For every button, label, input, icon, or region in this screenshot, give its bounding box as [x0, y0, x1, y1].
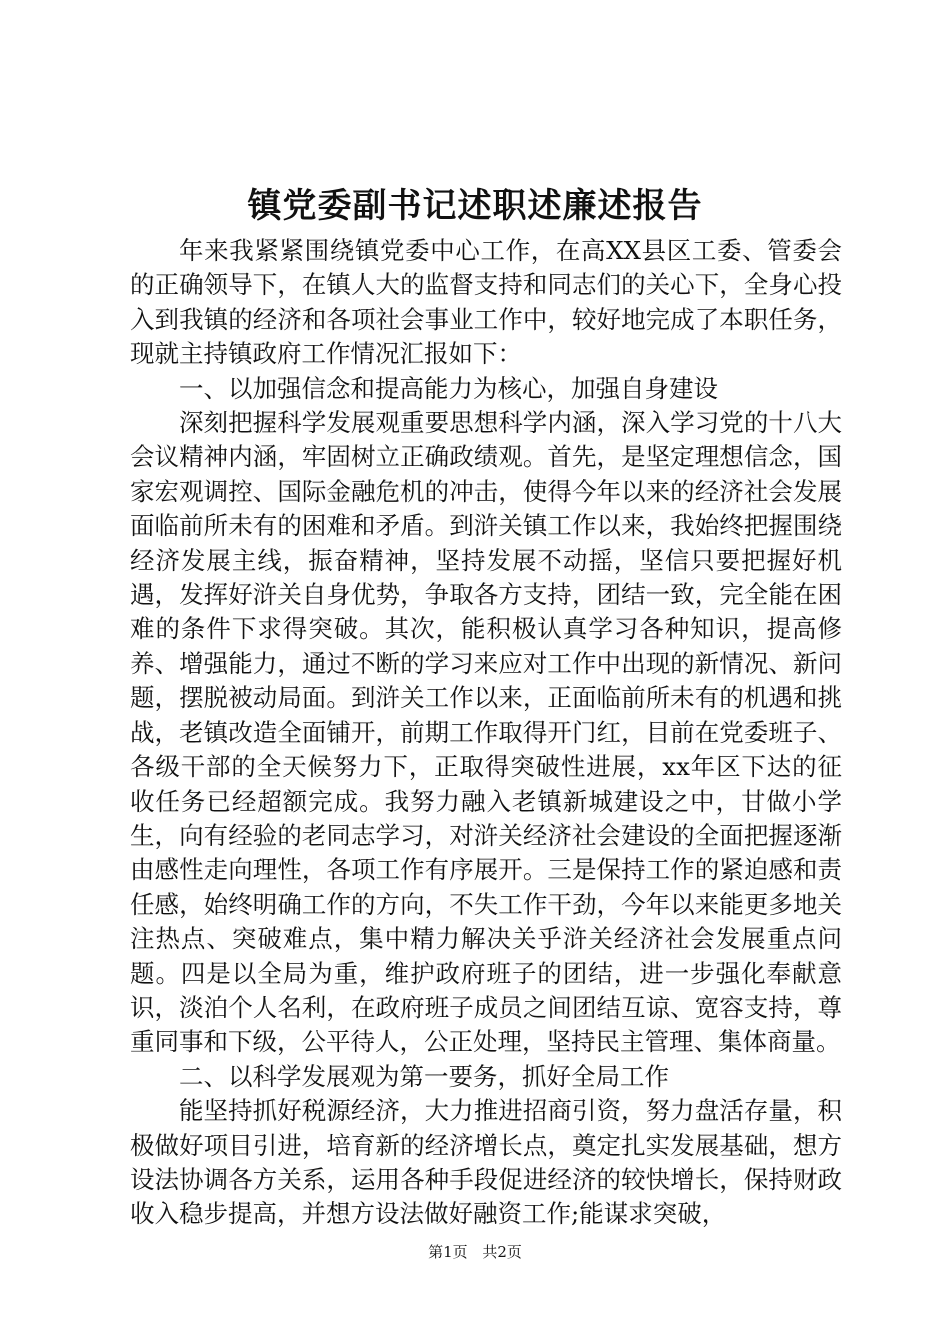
section-heading-1: 一、以加强信念和提高能力为核心，加强自身建设: [179, 373, 718, 403]
paragraph-section-2: 能坚持抓好税源经济，大力推进招商引资，努力盘活存量，积极做好项目引进，培育新的经济增长点，奠定扎实发展基础，想方设法协调各方关系，运用各种手段促进经济的较快增长，保持财政收入稳步提高，并想方设法做好融资工作;能谋求突破，: [130, 1096, 842, 1229]
section-heading-2: 二、以科学发展观为第一要务，抓好全局工作: [179, 1061, 669, 1091]
page-number: 第1页: [428, 1243, 468, 1261]
document-body: [130, 234, 842, 1232]
paragraph-intro: 年来我紧紧围绕镇党委中心工作，在高XX县区工委、管委会的正确领导下，在镇人大的监督支持和同志们的关心下，全身心投入到我镇的经济和各项社会事业工作中，较好地完成了本职任务，现就主持镇政府工作情况汇报如下：: [130, 236, 842, 369]
document-title: 镇党委副书记述职述廉述报告: [247, 186, 703, 226]
paragraph-section-1: 深刻把握科学发展观重要思想科学内涵，深入学习党的十八大会议精神内涵，牢固树立正确政绩观。首先，是坚定理想信念，国家宏观调控、国际金融危机的冲击，使得今年以来的经济社会发展面临前所未有的困难和矛盾。到浒关镇工作以来，我始终把握围绕经济发展主线，振奋精神，坚持发展不动摇，坚信只要把握好机遇，发挥好浒关自身优势，争取各方支持，团结一致，完全能在困难的条件下求得突破。其次，能积极认真学习各种知识，提高修养、增强能力，通过不断的学习来应对工作中出现的新情况、新问题，摆脱被动局面。到浒关工作以来，正面临前所未有的机遇和挑战，老镇改造全面铺开，前期工作取得开门红，目前在党委班子、各级干部的全天候努力下，正取得突破性进展，xx年区下达的征收任务已经超额完成。我努力融入老镇新城建设之中，甘做小学生，向有经验的老同志学习，对浒关经济社会建设的全面把握逐渐由感性走向理性，各项工作有序展开。三是保持工作的紧迫感和责任感，始终明确工作的方向，不失工作干劲，今年以来能更多地关注热点、突破难点，集中精力解决关乎浒关经济社会发展重点问题。四是以全局为重，维护政府班子的团结，进一步强化奉献意识，淡泊个人名利，在政府班子成员之间团结互谅、宽容支持，尊重同事和下级，公平待人，公正处理，坚持民主管理、集体商量。: [130, 408, 842, 1057]
page-footer: [0, 1242, 950, 1262]
page-total: 共2页: [482, 1243, 522, 1261]
